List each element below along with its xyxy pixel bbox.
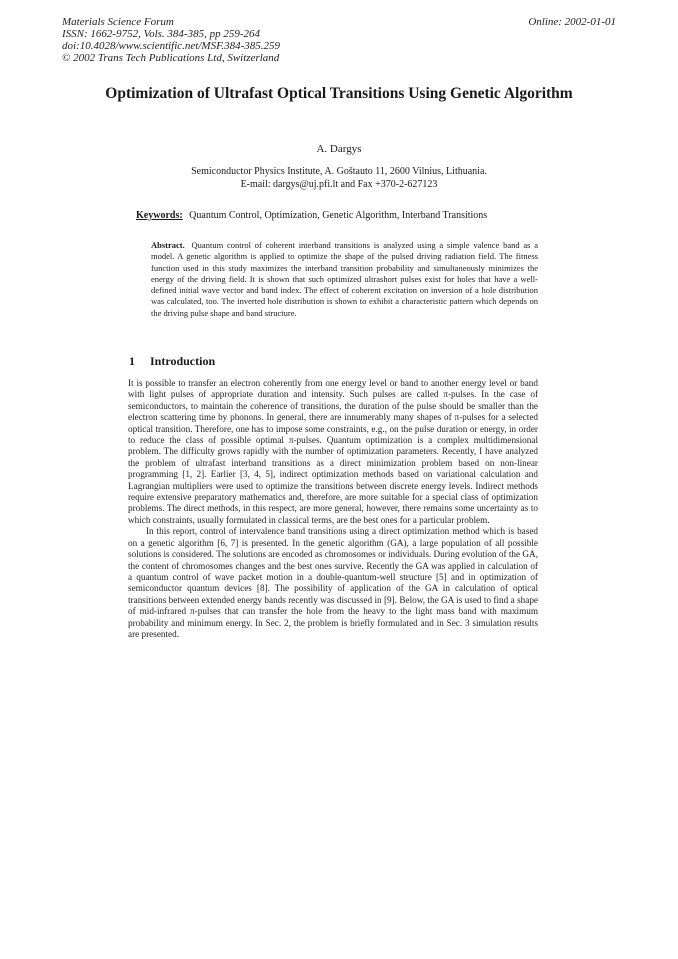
section-body <box>128 378 538 640</box>
copyright-line: © 2002 Trans Tech Publications Ltd, Switzerland <box>62 52 280 64</box>
section-title: Introduction <box>150 354 216 368</box>
body-paragraph-2: In this report, control of intervalence band transitions using a direct optimization method which is based on a genetic algorithm [6, 7] is presented. In the genetic algorithm (GA), a large population of all possible solutions is considered. The solutions are encoded as chromosomes or individuals. During evolution of the GA, the content of chromosomes changes and the best ones survive. Recently the GA was applied in calculation of a quantum control of wave packet motion in a double-quantum-well structure [5] and in optimization of semiconductor quantum devices [8]. The possibility of application of the GA in calculation of optical transitions between extended energy bands recently was discussed in [9]. Below, the GA is used to find a shape of mid-infrared π-pulses that can transfer the hole from the heavy to the light mass band with maximum probability and minimum energy. In Sec. 2, the problem is briefly formulated and in Sec. 3 simulation results are presented. <box>128 526 538 639</box>
issn-line: ISSN: 1662-9752, Vols. 384-385, pp 259-264 <box>62 28 260 40</box>
body-paragraph-1: It is possible to transfer an electron coherently from one energy level or band to another energy level or band with light pulses of appropriate duration and intensity. Such pulses are called π-pulses. In the case of semiconductors, to maintain the coherence of transitions, the duration of the pulse should be smaller than the electron scattering time by phonons. In general, there are innumerably many shapes of π-pulses for a selected optical transition. Therefore, one has to impose some constraints, e.g., on the pulse duration or energy, in order to reduce the class of possible optimal π-pulses. Quantum optimization is a complex multidimensional problem. The difficulty grows rapidly with the number of optimization parameters. Recently, I have analyzed the problem of ultrafast interband transitions as a direct minimization problem based on non-linear programming [1, 2]. Earlier [3, 4, 5], indirect optimization methods based on variational calculation and Lagrangian multipliers were used to optimize the transitions between discrete energy levels. Indirect methods require extensive preparatory mathematics and, therefore, are more suitable for a special class of optimization problems. The direct methods, in this respect, are more general, however, there remains some uncertainty as to which constraints, usually formulated in classical terms, are the best ones for a particular problem. <box>128 378 538 525</box>
online-date: Online: 2002-01-01 <box>528 16 616 28</box>
journal-name: Materials Science Forum <box>62 16 174 28</box>
abstract-block <box>151 240 538 319</box>
affiliation-line: Semiconductor Physics Institute, A. Goštauto 11, 2600 Vilnius, Lithuania. <box>191 166 487 177</box>
author-name: A. Dargys <box>316 143 362 155</box>
paper-title: Optimization of Ultrafast Optical Transitions Using Genetic Algorithm <box>105 85 573 102</box>
contact-line: E-mail: dargys@uj.pfi.lt and Fax +370-2-627123 <box>240 179 438 190</box>
abstract-text: Quantum control of coherent interband transitions is analyzed using a simple valence band as a model. A genetic algorithm is applied to optimize the shape of the pulsed driving radiation field. The fitness function used in this study maximizes the interband transition probability and simultaneously minimizes the energy of the driving field. It is shown that such optimized ultrashort pulses exist for holes that have a well-defined initial wave vector and band index. The effect of coherent excitation on inversion of a hole distribution was calculated, too. The inverted hole distribution is shown to exhibit a characteristic pattern which depends on the driving pulse shape and band structure. <box>151 240 539 318</box>
keywords-text: Quantum Control, Optimization, Genetic Algorithm, Interband Transitions <box>189 210 488 221</box>
keywords-line <box>136 210 556 221</box>
publication-meta <box>62 16 280 64</box>
abstract-label: Abstract. <box>151 240 185 250</box>
doi-link[interactable]: doi:10.4028/www.scientific.net/MSF.384-385.259 <box>62 40 281 52</box>
affiliation-block <box>0 165 678 191</box>
keywords-label: Keywords: <box>136 210 183 221</box>
section-heading <box>129 354 215 369</box>
section-number: 1 <box>129 354 135 368</box>
